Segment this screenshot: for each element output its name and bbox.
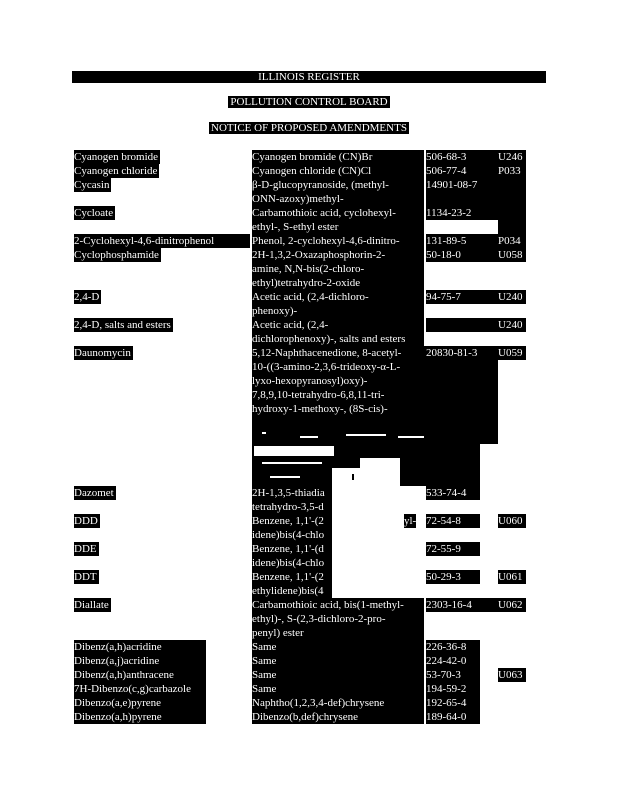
- table-row: [0, 570, 618, 598]
- waste-code: P034: [498, 234, 526, 248]
- table-row: [0, 654, 618, 668]
- scan-speck: [398, 436, 424, 438]
- table-row: [0, 178, 618, 206]
- scan-noise: [332, 458, 360, 468]
- waste-code: U240: [498, 290, 526, 304]
- scan-speck: [270, 476, 300, 478]
- notice-title-text: NOTICE OF PROPOSED AMENDMENTS: [211, 122, 407, 134]
- chemical-abstract-name: 2H-1,3,2-Oxazaphosphorin-2- amine, N,N-bis(2-chloro- ethyl)tetrahydro-2-oxide: [252, 248, 424, 290]
- chemical-name: Dibenz(a,h)anthracene: [74, 668, 206, 682]
- chemical-name: DDD: [74, 515, 98, 527]
- chemical-name: Dibenzo(a,e)pyrene: [74, 696, 206, 710]
- waste-code: U062: [498, 598, 526, 612]
- chemical-name: Cyanogen bromide: [74, 151, 159, 163]
- chemical-name: Dibenz(a,h)acridine: [74, 640, 206, 654]
- cas-number: [426, 318, 498, 332]
- cas-number: 50-18-0: [426, 248, 498, 262]
- chemical-name: Cyanogen chloride: [74, 165, 158, 177]
- chemical-abstract-name: Benzene, 1,1'-(d idene)bis(4-chlo: [252, 542, 332, 570]
- chemical-name: 7H-Dibenzo(c,g)carbazole: [74, 682, 206, 696]
- waste-code: U246: [498, 150, 526, 164]
- waste-code: U061: [498, 570, 526, 584]
- chemical-name: 2,4-D, salts and esters: [74, 319, 171, 331]
- register-title-text: ILLINOIS REGISTER: [258, 71, 360, 83]
- chemical-abstract-name: β-D-glucopyranoside, (methyl- ONN-azoxy)methyl-: [252, 178, 424, 206]
- chemical-name: Cyclophosphamide: [74, 249, 159, 261]
- table-row: [0, 290, 618, 318]
- table-row: [0, 598, 618, 640]
- cas-number: 72-54-8: [426, 514, 480, 528]
- table-row: [0, 696, 618, 710]
- chemical-abstract-name: Same: [252, 668, 424, 682]
- scan-speck: [262, 462, 322, 464]
- chemical-name: DDE: [74, 543, 97, 555]
- table-row: [0, 234, 618, 248]
- cas-number: 2303-16-4: [426, 598, 498, 612]
- chemical-abstract-name: Benzene, 1,1'-(2 ethylidene)bis(4: [252, 570, 332, 598]
- board-name: [0, 96, 618, 108]
- scan-speck: [346, 434, 386, 436]
- scan-speck: [300, 436, 318, 438]
- table-row: [0, 668, 618, 682]
- chemical-name: Dibenz(a,j)acridine: [74, 654, 206, 668]
- cas-number: 131-89-5: [426, 234, 498, 248]
- cas-number: 20830-81-3: [426, 346, 498, 360]
- chemical-name: 2,4-D: [74, 291, 100, 303]
- chemical-abstract-name: Carbamothioic acid, cyclohexyl- ethyl-, S-ethyl ester: [252, 206, 424, 234]
- chemical-abstract-name: 2H-1,3,5-thiadia tetrahydro-3,5-d: [252, 486, 332, 514]
- waste-code: U240: [498, 318, 526, 332]
- chemical-abstract-name: Same: [252, 640, 424, 654]
- chemical-abstract-name: Carbamothioic acid, bis(1-methyl- ethyl)-, S-(2,3-dichloro-2-pro- penyl) ester: [252, 598, 424, 640]
- table-row: [0, 514, 618, 542]
- chemical-name: 2-Cyclohexyl-4,6-dinitrophenol: [74, 234, 250, 248]
- cas-number: 226-36-8: [426, 640, 480, 654]
- chemical-abstract-name: Acetic acid, (2,4-dichloro- phenoxy)-: [252, 290, 424, 318]
- table-row: [0, 640, 618, 654]
- chemical-abstract-name: Cyanogen chloride (CN)Cl: [252, 164, 424, 178]
- white-streak: [332, 458, 400, 598]
- chemical-abstract-name: 5,12-Naphthacenedione, 8-acetyl- 10-((3-amino-2,3,6-trideoxy-α-L- lyxo-hexopyranosyl)oxy)- 7,8,9,10-tetrahydro-6,8,11-tri- hydroxy-1-methoxy-, (8S-cis)-: [252, 346, 498, 444]
- waste-code: U063: [498, 668, 526, 682]
- chemical-abstract-name: Phenol, 2-cyclohexyl-4,6-dinitro-: [252, 234, 424, 248]
- cas-number: 14901-08-7: [426, 178, 498, 206]
- scan-speck: [262, 432, 266, 434]
- chemical-name: DDT: [74, 571, 97, 583]
- chemical-abstract-name: Same: [252, 682, 424, 696]
- table-row: [0, 248, 618, 290]
- abstract-name-fragment: yl-: [404, 515, 416, 527]
- table-row: [0, 164, 618, 178]
- waste-code: U059: [498, 346, 526, 360]
- chemical-abstract-name: Acetic acid, (2,4- dichlorophenoxy)-, salts and esters: [252, 318, 424, 346]
- cas-number: 506-77-4: [426, 164, 498, 178]
- chemical-abstract-name: Benzene, 1,1'-(2 idene)bis(4-chlo: [252, 514, 332, 542]
- table-row: [0, 542, 618, 570]
- chemical-name: Dazomet: [74, 487, 114, 499]
- chemical-name: Diallate: [74, 599, 109, 611]
- table-row: [0, 682, 618, 696]
- chemical-abstract-name: Dibenzo(b,def)chrysene: [252, 710, 424, 724]
- cas-number: 72-55-9: [426, 542, 480, 556]
- notice-title: [0, 122, 618, 134]
- cas-number: 1134-23-2: [426, 206, 498, 220]
- cas-number: 50-29-3: [426, 570, 480, 584]
- waste-code: U058: [498, 248, 526, 262]
- cas-number: 533-74-4: [426, 486, 480, 500]
- waste-code: [498, 178, 526, 206]
- chemical-name: Daunomycin: [74, 347, 131, 359]
- table-row: [0, 346, 618, 444]
- chemical-name: Cycasin: [74, 179, 110, 191]
- scan-noise: [254, 446, 334, 456]
- cas-number: 53-70-3: [426, 668, 480, 682]
- cas-number: 506-68-3: [426, 150, 498, 164]
- chemical-abstract-name: Same: [252, 654, 424, 668]
- table-row: [0, 318, 618, 346]
- waste-code: P033: [498, 164, 526, 178]
- chemical-abstract-name: Naphtho(1,2,3,4-def)chrysene: [252, 696, 424, 710]
- table-row: [0, 486, 618, 514]
- chemical-name: Cycloate: [74, 207, 114, 219]
- waste-code: [498, 206, 526, 234]
- chemical-abstract-name: Cyanogen bromide (CN)Br: [252, 150, 424, 164]
- waste-code: U060: [498, 514, 526, 528]
- table-row: [0, 150, 618, 164]
- table-row: [0, 206, 618, 234]
- cas-number: 224-42-0: [426, 654, 480, 668]
- cas-number: 194-59-2: [426, 682, 480, 696]
- table-row: [0, 710, 618, 724]
- scan-noise: [352, 474, 354, 480]
- board-name-text: POLLUTION CONTROL BOARD: [230, 96, 388, 108]
- cas-number: 189-64-0: [426, 710, 480, 724]
- cas-number: 94-75-7: [426, 290, 498, 304]
- chemical-name: Dibenzo(a,h)pyrene: [74, 710, 206, 724]
- cas-number: 192-65-4: [426, 696, 480, 710]
- register-title: [72, 71, 546, 83]
